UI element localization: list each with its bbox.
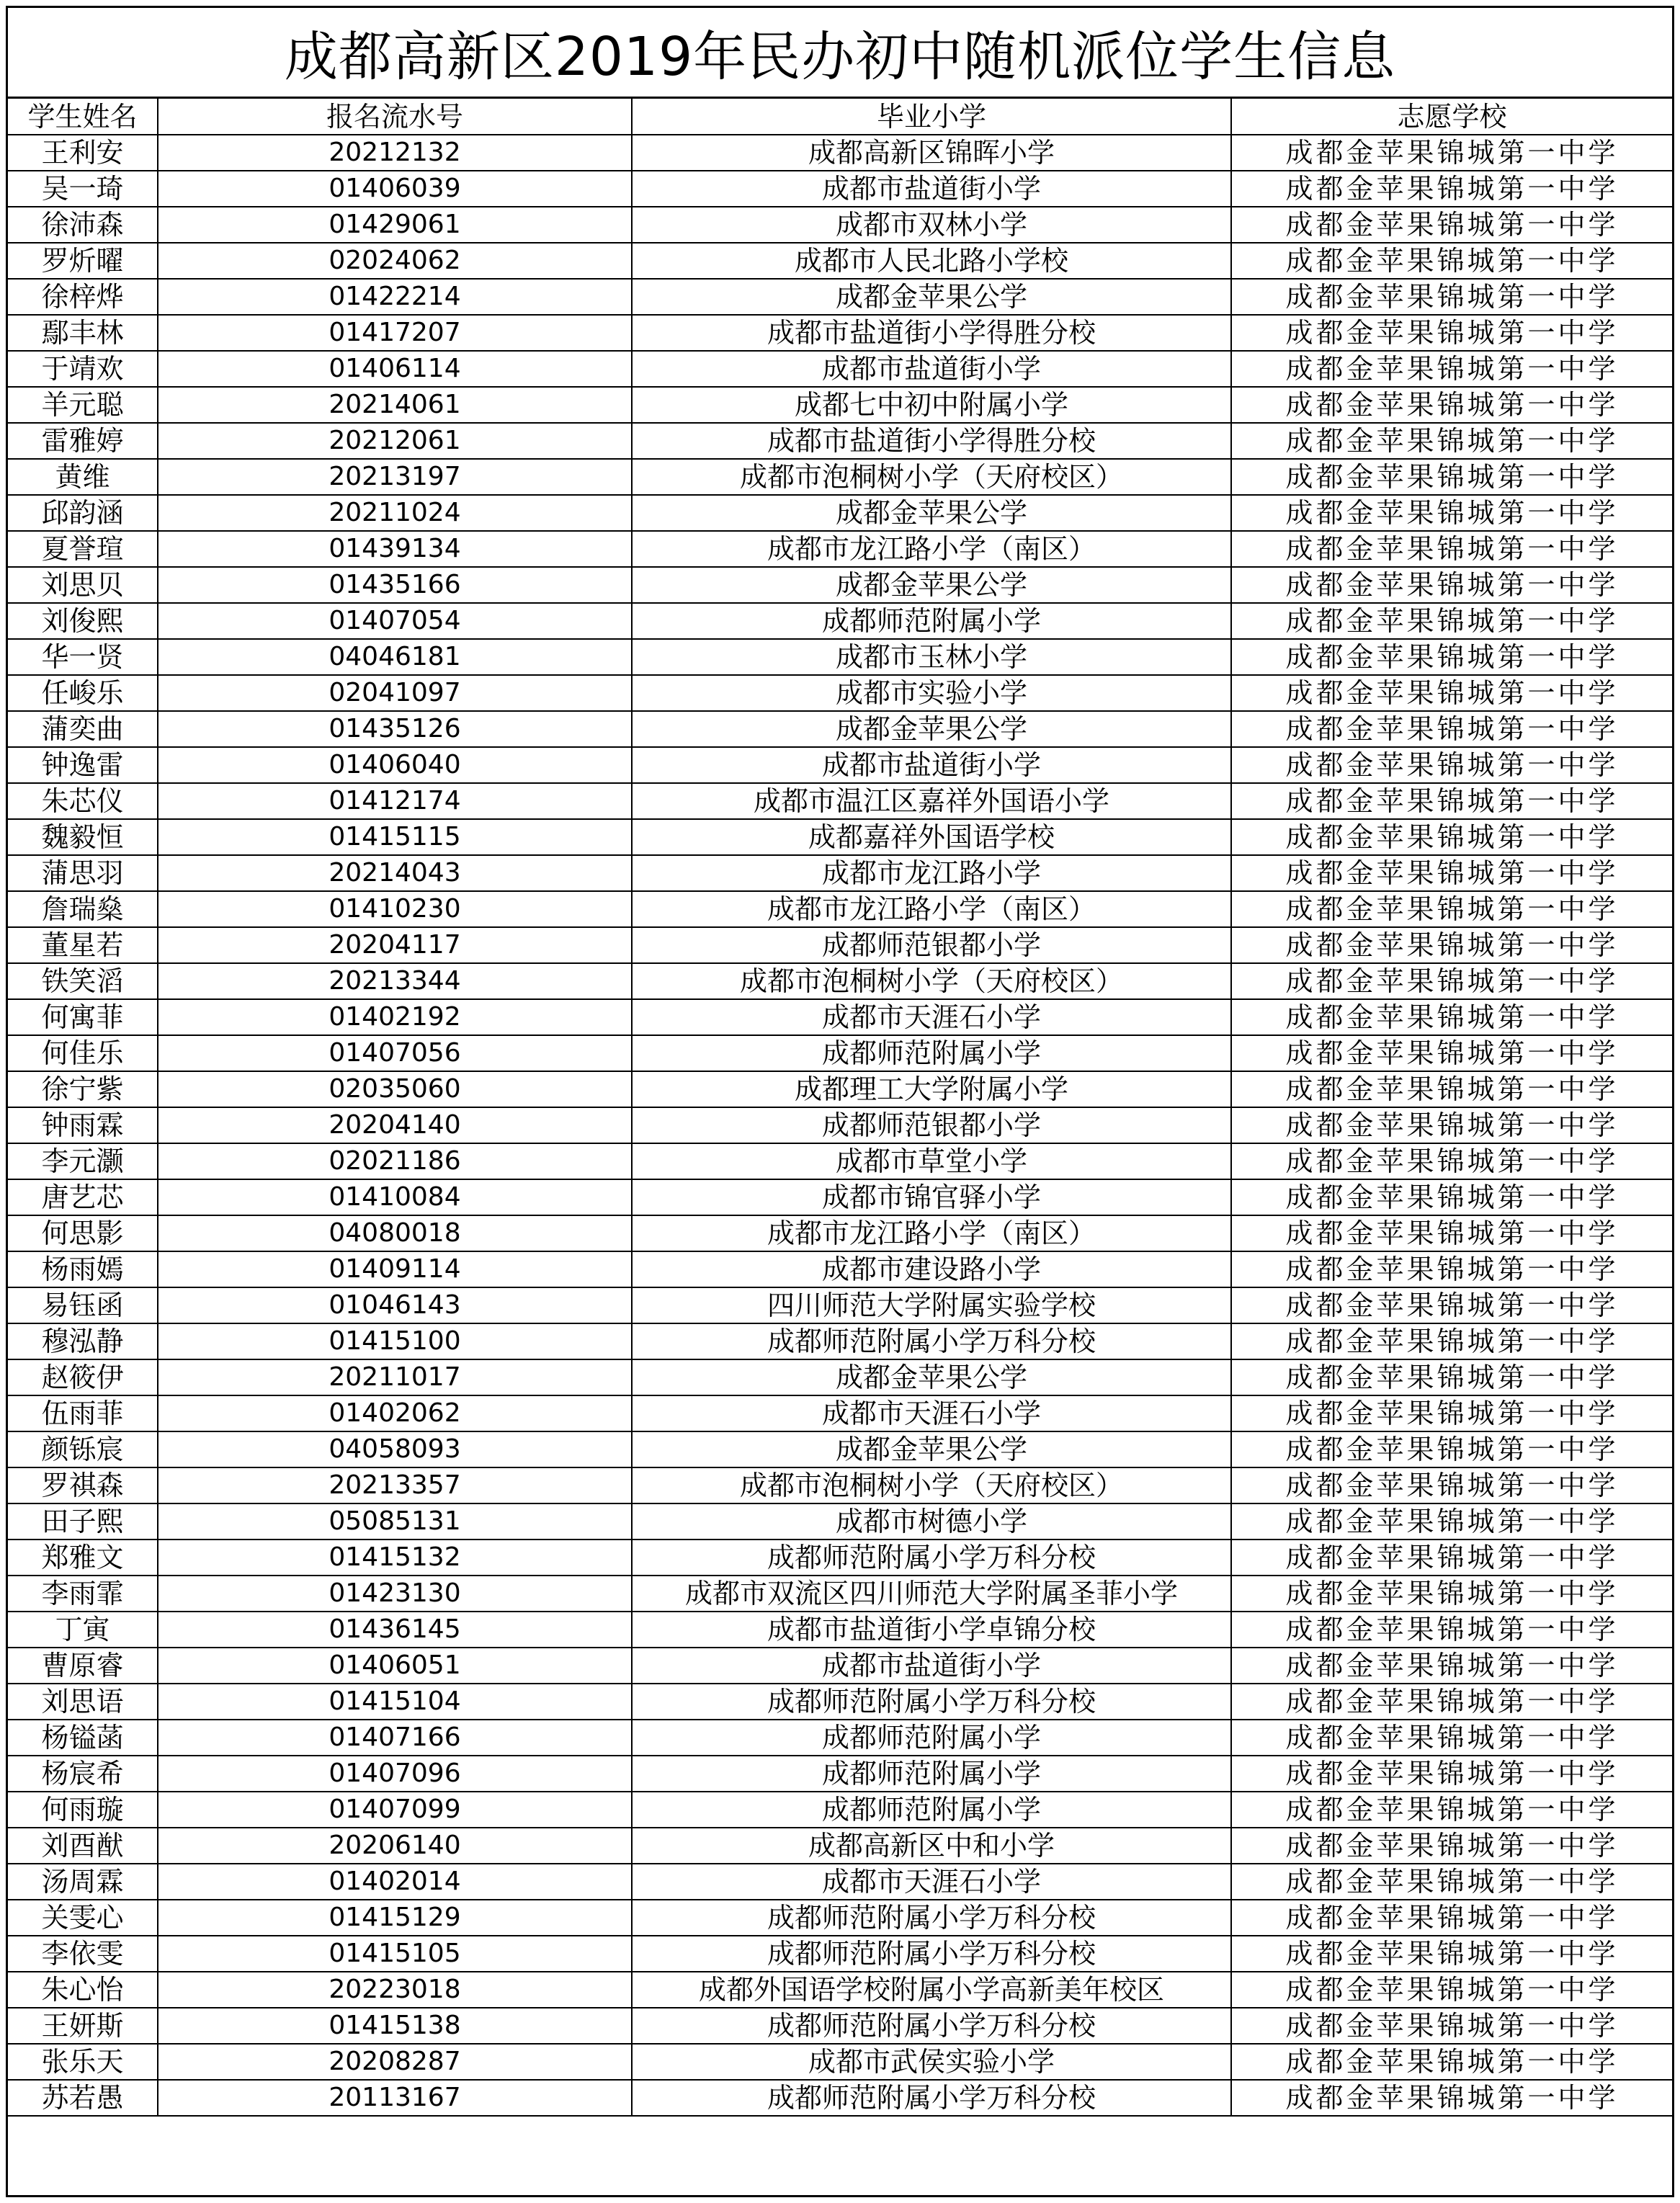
cell-student-name: 颜铄宸 xyxy=(8,1431,158,1467)
cell-preferred-school: 成都金苹果锦城第一中学 xyxy=(1231,1251,1672,1287)
cell-student-name: 李元灏 xyxy=(8,1143,158,1179)
cell-preferred-school: 成都金苹果锦城第一中学 xyxy=(1231,1612,1672,1648)
cell-primary-school: 成都市双流区四川师范大学附属圣菲小学 xyxy=(632,1576,1231,1612)
cell-primary-school: 成都金苹果公学 xyxy=(632,711,1231,747)
cell-primary-school: 成都师范附属小学万科分校 xyxy=(632,1323,1231,1359)
cell-primary-school: 成都市天涯石小学 xyxy=(632,999,1231,1035)
cell-registration-number: 01402014 xyxy=(158,1864,632,1900)
cell-registration-number: 20211017 xyxy=(158,1359,632,1395)
table-row xyxy=(8,1503,1672,1540)
cell-student-name: 关雯心 xyxy=(8,1900,158,1936)
cell-registration-number: 01046143 xyxy=(158,1287,632,1323)
cell-preferred-school: 成都金苹果锦城第一中学 xyxy=(1231,495,1672,531)
cell-student-name: 伍雨菲 xyxy=(8,1395,158,1431)
header-student-name: 学生姓名 xyxy=(8,99,158,135)
cell-primary-school: 成都师范银都小学 xyxy=(632,1107,1231,1143)
cell-registration-number: 20113167 xyxy=(158,2080,632,2116)
cell-student-name: 雷雅婷 xyxy=(8,423,158,459)
cell-registration-number: 20212132 xyxy=(158,135,632,171)
cell-registration-number: 01407054 xyxy=(158,603,632,639)
cell-student-name: 刘思贝 xyxy=(8,567,158,603)
cell-student-name: 唐艺芯 xyxy=(8,1179,158,1215)
cell-registration-number: 02024062 xyxy=(158,243,632,279)
cell-student-name: 夏誉瑄 xyxy=(8,531,158,567)
table-row xyxy=(8,1972,1672,2008)
cell-primary-school: 成都市天涯石小学 xyxy=(632,1395,1231,1431)
cell-primary-school: 成都师范附属小学 xyxy=(632,1720,1231,1756)
cell-primary-school: 成都七中初中附属小学 xyxy=(632,387,1231,423)
cell-student-name: 刘酉猷 xyxy=(8,1828,158,1864)
table-row xyxy=(8,2008,1672,2044)
cell-preferred-school: 成都金苹果锦城第一中学 xyxy=(1231,1503,1672,1540)
cell-student-name: 刘思语 xyxy=(8,1684,158,1720)
cell-preferred-school: 成都金苹果锦城第一中学 xyxy=(1231,351,1672,387)
cell-preferred-school: 成都金苹果锦城第一中学 xyxy=(1231,1828,1672,1864)
cell-preferred-school: 成都金苹果锦城第一中学 xyxy=(1231,819,1672,855)
cell-preferred-school: 成都金苹果锦城第一中学 xyxy=(1231,423,1672,459)
table-row xyxy=(8,1467,1672,1503)
header-primary-school: 毕业小学 xyxy=(632,99,1231,135)
cell-primary-school: 成都师范附属小学万科分校 xyxy=(632,1936,1231,1972)
cell-student-name: 徐梓烨 xyxy=(8,279,158,315)
cell-registration-number: 01407099 xyxy=(158,1792,632,1828)
cell-registration-number: 01439134 xyxy=(158,531,632,567)
cell-preferred-school: 成都金苹果锦城第一中学 xyxy=(1231,2008,1672,2044)
cell-primary-school: 成都高新区锦晖小学 xyxy=(632,135,1231,171)
cell-primary-school: 成都市泡桐树小学（天府校区） xyxy=(632,1467,1231,1503)
cell-registration-number: 20213357 xyxy=(158,1467,632,1503)
cell-primary-school: 四川师范大学附属实验学校 xyxy=(632,1287,1231,1323)
cell-student-name: 杨宸希 xyxy=(8,1756,158,1792)
cell-preferred-school: 成都金苹果锦城第一中学 xyxy=(1231,1540,1672,1576)
table-row xyxy=(8,855,1672,891)
cell-student-name: 徐宁紫 xyxy=(8,1071,158,1107)
cell-primary-school: 成都市盐道街小学 xyxy=(632,1648,1231,1684)
cell-primary-school: 成都市实验小学 xyxy=(632,675,1231,711)
table-row xyxy=(8,1107,1672,1143)
cell-primary-school: 成都金苹果公学 xyxy=(632,279,1231,315)
cell-preferred-school: 成都金苹果锦城第一中学 xyxy=(1231,279,1672,315)
cell-registration-number: 01402192 xyxy=(158,999,632,1035)
cell-student-name: 曹原睿 xyxy=(8,1648,158,1684)
cell-primary-school: 成都市建设路小学 xyxy=(632,1251,1231,1287)
cell-primary-school: 成都师范附属小学万科分校 xyxy=(632,1684,1231,1720)
cell-student-name: 何佳乐 xyxy=(8,1035,158,1071)
cell-student-name: 汤周霖 xyxy=(8,1864,158,1900)
cell-student-name: 张乐天 xyxy=(8,2044,158,2080)
cell-registration-number: 01406051 xyxy=(158,1648,632,1684)
table-row xyxy=(8,819,1672,855)
cell-primary-school: 成都市泡桐树小学（天府校区） xyxy=(632,459,1231,495)
cell-registration-number: 01415104 xyxy=(158,1684,632,1720)
cell-primary-school: 成都理工大学附属小学 xyxy=(632,1071,1231,1107)
cell-preferred-school: 成都金苹果锦城第一中学 xyxy=(1231,1900,1672,1936)
table-row xyxy=(8,1612,1672,1648)
cell-registration-number: 01415129 xyxy=(158,1900,632,1936)
header-row xyxy=(8,99,1672,135)
cell-preferred-school: 成都金苹果锦城第一中学 xyxy=(1231,747,1672,783)
cell-primary-school: 成都市玉林小学 xyxy=(632,639,1231,675)
cell-student-name: 李依雯 xyxy=(8,1936,158,1972)
cell-student-name: 钟雨霖 xyxy=(8,1107,158,1143)
cell-primary-school: 成都市双林小学 xyxy=(632,207,1231,243)
cell-registration-number: 02035060 xyxy=(158,1071,632,1107)
table-row xyxy=(8,2044,1672,2080)
cell-student-name: 郑雅文 xyxy=(8,1540,158,1576)
cell-primary-school: 成都市盐道街小学卓锦分校 xyxy=(632,1612,1231,1648)
cell-primary-school: 成都金苹果公学 xyxy=(632,1431,1231,1467)
cell-preferred-school: 成都金苹果锦城第一中学 xyxy=(1231,135,1672,171)
cell-student-name: 赵筱伊 xyxy=(8,1359,158,1395)
cell-student-name: 田子熙 xyxy=(8,1503,158,1540)
cell-student-name: 徐沛森 xyxy=(8,207,158,243)
cell-primary-school: 成都市草堂小学 xyxy=(632,1143,1231,1179)
cell-registration-number: 01412174 xyxy=(158,783,632,819)
cell-registration-number: 01417207 xyxy=(158,315,632,351)
cell-preferred-school: 成都金苹果锦城第一中学 xyxy=(1231,207,1672,243)
cell-primary-school: 成都高新区中和小学 xyxy=(632,1828,1231,1864)
cell-registration-number: 20204140 xyxy=(158,1107,632,1143)
cell-student-name: 苏若愚 xyxy=(8,2080,158,2116)
cell-primary-school: 成都市盐道街小学 xyxy=(632,171,1231,207)
header-preferred-school: 志愿学校 xyxy=(1231,99,1672,135)
cell-registration-number: 20212061 xyxy=(158,423,632,459)
table-row xyxy=(8,279,1672,315)
table-row xyxy=(8,747,1672,783)
table-row xyxy=(8,1648,1672,1684)
cell-primary-school: 成都市龙江路小学（南区） xyxy=(632,1215,1231,1251)
cell-registration-number: 20211024 xyxy=(158,495,632,531)
table-row xyxy=(8,1936,1672,1972)
cell-student-name: 易钰函 xyxy=(8,1287,158,1323)
table-row xyxy=(8,1900,1672,1936)
cell-preferred-school: 成都金苹果锦城第一中学 xyxy=(1231,1720,1672,1756)
cell-preferred-school: 成都金苹果锦城第一中学 xyxy=(1231,1071,1672,1107)
cell-registration-number: 01436145 xyxy=(158,1612,632,1648)
cell-preferred-school: 成都金苹果锦城第一中学 xyxy=(1231,243,1672,279)
cell-student-name: 邱韵涵 xyxy=(8,495,158,531)
cell-preferred-school: 成都金苹果锦城第一中学 xyxy=(1231,1359,1672,1395)
cell-preferred-school: 成都金苹果锦城第一中学 xyxy=(1231,171,1672,207)
cell-preferred-school: 成都金苹果锦城第一中学 xyxy=(1231,315,1672,351)
table-row xyxy=(8,1720,1672,1756)
page-title: 成都高新区2019年民办初中随机派位学生信息 xyxy=(8,8,1672,99)
table-row xyxy=(8,243,1672,279)
cell-preferred-school: 成都金苹果锦城第一中学 xyxy=(1231,1576,1672,1612)
cell-preferred-school: 成都金苹果锦城第一中学 xyxy=(1231,1792,1672,1828)
cell-primary-school: 成都市人民北路小学校 xyxy=(632,243,1231,279)
cell-registration-number: 01409114 xyxy=(158,1251,632,1287)
cell-registration-number: 01415100 xyxy=(158,1323,632,1359)
cell-student-name: 何寓菲 xyxy=(8,999,158,1035)
cell-student-name: 刘俊熙 xyxy=(8,603,158,639)
cell-preferred-school: 成都金苹果锦城第一中学 xyxy=(1231,1107,1672,1143)
cell-student-name: 鄢丰林 xyxy=(8,315,158,351)
cell-registration-number: 04080018 xyxy=(158,1215,632,1251)
cell-registration-number: 04046181 xyxy=(158,639,632,675)
table-row xyxy=(8,1395,1672,1431)
table-row xyxy=(8,1143,1672,1179)
table-row xyxy=(8,1323,1672,1359)
cell-registration-number: 01435126 xyxy=(158,711,632,747)
cell-preferred-school: 成都金苹果锦城第一中学 xyxy=(1231,1035,1672,1071)
cell-primary-school: 成都市盐道街小学 xyxy=(632,747,1231,783)
cell-registration-number: 20206140 xyxy=(158,1828,632,1864)
table-row xyxy=(8,1071,1672,1107)
cell-student-name: 丁寅 xyxy=(8,1612,158,1648)
cell-registration-number: 05085131 xyxy=(158,1503,632,1540)
cell-primary-school: 成都市温江区嘉祥外国语小学 xyxy=(632,783,1231,819)
table-row xyxy=(8,459,1672,495)
cell-primary-school: 成都市锦官驿小学 xyxy=(632,1179,1231,1215)
table-row xyxy=(8,1864,1672,1900)
cell-primary-school: 成都市天涯石小学 xyxy=(632,1864,1231,1900)
table-row xyxy=(8,423,1672,459)
cell-primary-school: 成都市泡桐树小学（天府校区） xyxy=(632,963,1231,999)
table-row xyxy=(8,1287,1672,1323)
table-row xyxy=(8,1431,1672,1467)
cell-preferred-school: 成都金苹果锦城第一中学 xyxy=(1231,387,1672,423)
table-row xyxy=(8,783,1672,819)
cell-primary-school: 成都师范附属小学万科分校 xyxy=(632,2080,1231,2116)
cell-registration-number: 20223018 xyxy=(158,1972,632,2008)
cell-registration-number: 01423130 xyxy=(158,1576,632,1612)
table-row xyxy=(8,567,1672,603)
cell-registration-number: 20214061 xyxy=(158,387,632,423)
cell-student-name: 羊元聪 xyxy=(8,387,158,423)
cell-preferred-school: 成都金苹果锦城第一中学 xyxy=(1231,1684,1672,1720)
cell-preferred-school: 成都金苹果锦城第一中学 xyxy=(1231,1179,1672,1215)
cell-registration-number: 20213344 xyxy=(158,963,632,999)
cell-preferred-school: 成都金苹果锦城第一中学 xyxy=(1231,639,1672,675)
cell-student-name: 华一贤 xyxy=(8,639,158,675)
cell-registration-number: 01407166 xyxy=(158,1720,632,1756)
cell-student-name: 董星若 xyxy=(8,927,158,963)
cell-registration-number: 20204117 xyxy=(158,927,632,963)
cell-preferred-school: 成都金苹果锦城第一中学 xyxy=(1231,1648,1672,1684)
cell-preferred-school: 成都金苹果锦城第一中学 xyxy=(1231,1287,1672,1323)
cell-primary-school: 成都师范附属小学万科分校 xyxy=(632,1540,1231,1576)
table-row xyxy=(8,675,1672,711)
cell-preferred-school: 成都金苹果锦城第一中学 xyxy=(1231,855,1672,891)
cell-preferred-school: 成都金苹果锦城第一中学 xyxy=(1231,1936,1672,1972)
table-row xyxy=(8,171,1672,207)
cell-preferred-school: 成都金苹果锦城第一中学 xyxy=(1231,1323,1672,1359)
table-row xyxy=(8,207,1672,243)
document-sheet xyxy=(6,6,1674,2197)
table-row xyxy=(8,2080,1672,2116)
table-row xyxy=(8,1215,1672,1251)
cell-student-name: 王利安 xyxy=(8,135,158,171)
cell-preferred-school: 成都金苹果锦城第一中学 xyxy=(1231,963,1672,999)
table-row xyxy=(8,1035,1672,1071)
cell-student-name: 蒲思羽 xyxy=(8,855,158,891)
table-row xyxy=(8,1792,1672,1828)
cell-primary-school: 成都市武侯实验小学 xyxy=(632,2044,1231,2080)
table-row xyxy=(8,315,1672,351)
cell-student-name: 魏毅恒 xyxy=(8,819,158,855)
cell-preferred-school: 成都金苹果锦城第一中学 xyxy=(1231,567,1672,603)
cell-student-name: 杨镒菡 xyxy=(8,1720,158,1756)
cell-student-name: 罗炘曜 xyxy=(8,243,158,279)
cell-registration-number: 01415115 xyxy=(158,819,632,855)
cell-student-name: 何思影 xyxy=(8,1215,158,1251)
cell-preferred-school: 成都金苹果锦城第一中学 xyxy=(1231,2080,1672,2116)
cell-student-name: 王妍斯 xyxy=(8,2008,158,2044)
table-row xyxy=(8,1684,1672,1720)
cell-primary-school: 成都金苹果公学 xyxy=(632,1359,1231,1395)
cell-registration-number: 01407056 xyxy=(158,1035,632,1071)
cell-registration-number: 20208287 xyxy=(158,2044,632,2080)
cell-preferred-school: 成都金苹果锦城第一中学 xyxy=(1231,1395,1672,1431)
cell-registration-number: 01407096 xyxy=(158,1756,632,1792)
cell-registration-number: 01422214 xyxy=(158,279,632,315)
table-row xyxy=(8,711,1672,747)
cell-preferred-school: 成都金苹果锦城第一中学 xyxy=(1231,459,1672,495)
cell-primary-school: 成都市龙江路小学 xyxy=(632,855,1231,891)
cell-student-name: 铁笑滔 xyxy=(8,963,158,999)
cell-primary-school: 成都外国语学校附属小学高新美年校区 xyxy=(632,1972,1231,2008)
cell-preferred-school: 成都金苹果锦城第一中学 xyxy=(1231,603,1672,639)
cell-preferred-school: 成都金苹果锦城第一中学 xyxy=(1231,2044,1672,2080)
table-row xyxy=(8,531,1672,567)
table-row xyxy=(8,603,1672,639)
cell-student-name: 穆泓静 xyxy=(8,1323,158,1359)
table-row xyxy=(8,1359,1672,1395)
header-registration-number: 报名流水号 xyxy=(158,99,632,135)
cell-registration-number: 01429061 xyxy=(158,207,632,243)
cell-primary-school: 成都市树德小学 xyxy=(632,1503,1231,1540)
cell-preferred-school: 成都金苹果锦城第一中学 xyxy=(1231,711,1672,747)
cell-student-name: 罗祺森 xyxy=(8,1467,158,1503)
cell-primary-school: 成都嘉祥外国语学校 xyxy=(632,819,1231,855)
cell-preferred-school: 成都金苹果锦城第一中学 xyxy=(1231,1467,1672,1503)
table-row xyxy=(8,1828,1672,1864)
table-row xyxy=(8,891,1672,927)
cell-primary-school: 成都师范附属小学 xyxy=(632,1035,1231,1071)
cell-student-name: 吴一琦 xyxy=(8,171,158,207)
cell-registration-number: 01406040 xyxy=(158,747,632,783)
cell-preferred-school: 成都金苹果锦城第一中学 xyxy=(1231,999,1672,1035)
cell-registration-number: 01406039 xyxy=(158,171,632,207)
cell-registration-number: 01415132 xyxy=(158,1540,632,1576)
cell-student-name: 何雨璇 xyxy=(8,1792,158,1828)
cell-preferred-school: 成都金苹果锦城第一中学 xyxy=(1231,1431,1672,1467)
table-body xyxy=(8,135,1672,2116)
cell-primary-school: 成都市盐道街小学得胜分校 xyxy=(632,315,1231,351)
table-row xyxy=(8,1179,1672,1215)
table-row xyxy=(8,1540,1672,1576)
table-row xyxy=(8,495,1672,531)
table-row xyxy=(8,1576,1672,1612)
table-row xyxy=(8,1756,1672,1792)
cell-primary-school: 成都师范附属小学 xyxy=(632,603,1231,639)
table-row xyxy=(8,387,1672,423)
cell-student-name: 于靖欢 xyxy=(8,351,158,387)
cell-primary-school: 成都市龙江路小学（南区） xyxy=(632,531,1231,567)
cell-registration-number: 01402062 xyxy=(158,1395,632,1431)
cell-preferred-school: 成都金苹果锦城第一中学 xyxy=(1231,891,1672,927)
cell-primary-school: 成都市盐道街小学得胜分校 xyxy=(632,423,1231,459)
cell-preferred-school: 成都金苹果锦城第一中学 xyxy=(1231,675,1672,711)
cell-preferred-school: 成都金苹果锦城第一中学 xyxy=(1231,927,1672,963)
cell-student-name: 朱心怡 xyxy=(8,1972,158,2008)
cell-registration-number: 20214043 xyxy=(158,855,632,891)
cell-preferred-school: 成都金苹果锦城第一中学 xyxy=(1231,1215,1672,1251)
cell-student-name: 詹瑞燊 xyxy=(8,891,158,927)
table-row xyxy=(8,927,1672,963)
cell-registration-number: 01410230 xyxy=(158,891,632,927)
cell-preferred-school: 成都金苹果锦城第一中学 xyxy=(1231,1864,1672,1900)
cell-primary-school: 成都金苹果公学 xyxy=(632,495,1231,531)
table-row xyxy=(8,135,1672,171)
table-row xyxy=(8,1251,1672,1287)
cell-registration-number: 02021186 xyxy=(158,1143,632,1179)
cell-primary-school: 成都师范银都小学 xyxy=(632,927,1231,963)
cell-registration-number: 01410084 xyxy=(158,1179,632,1215)
cell-student-name: 蒲奕曲 xyxy=(8,711,158,747)
table-row xyxy=(8,963,1672,999)
cell-student-name: 李雨霏 xyxy=(8,1576,158,1612)
cell-preferred-school: 成都金苹果锦城第一中学 xyxy=(1231,1972,1672,2008)
cell-student-name: 钟逸雷 xyxy=(8,747,158,783)
cell-registration-number: 01415138 xyxy=(158,2008,632,2044)
cell-registration-number: 01435166 xyxy=(158,567,632,603)
cell-primary-school: 成都金苹果公学 xyxy=(632,567,1231,603)
cell-preferred-school: 成都金苹果锦城第一中学 xyxy=(1231,1756,1672,1792)
cell-primary-school: 成都师范附属小学 xyxy=(632,1792,1231,1828)
cell-registration-number: 01415105 xyxy=(158,1936,632,1972)
cell-student-name: 任峻乐 xyxy=(8,675,158,711)
cell-primary-school: 成都市龙江路小学（南区） xyxy=(632,891,1231,927)
cell-primary-school: 成都市盐道街小学 xyxy=(632,351,1231,387)
cell-preferred-school: 成都金苹果锦城第一中学 xyxy=(1231,1143,1672,1179)
cell-registration-number: 02041097 xyxy=(158,675,632,711)
cell-primary-school: 成都师范附属小学万科分校 xyxy=(632,1900,1231,1936)
cell-primary-school: 成都师范附属小学万科分校 xyxy=(632,2008,1231,2044)
cell-primary-school: 成都师范附属小学 xyxy=(632,1756,1231,1792)
cell-preferred-school: 成都金苹果锦城第一中学 xyxy=(1231,783,1672,819)
cell-student-name: 朱芯仪 xyxy=(8,783,158,819)
table-row xyxy=(8,639,1672,675)
cell-student-name: 黄维 xyxy=(8,459,158,495)
table-row xyxy=(8,351,1672,387)
student-table xyxy=(8,99,1672,2117)
cell-preferred-school: 成都金苹果锦城第一中学 xyxy=(1231,531,1672,567)
cell-registration-number: 01406114 xyxy=(158,351,632,387)
cell-student-name: 杨雨嫣 xyxy=(8,1251,158,1287)
cell-registration-number: 20213197 xyxy=(158,459,632,495)
table-row xyxy=(8,999,1672,1035)
cell-registration-number: 04058093 xyxy=(158,1431,632,1467)
